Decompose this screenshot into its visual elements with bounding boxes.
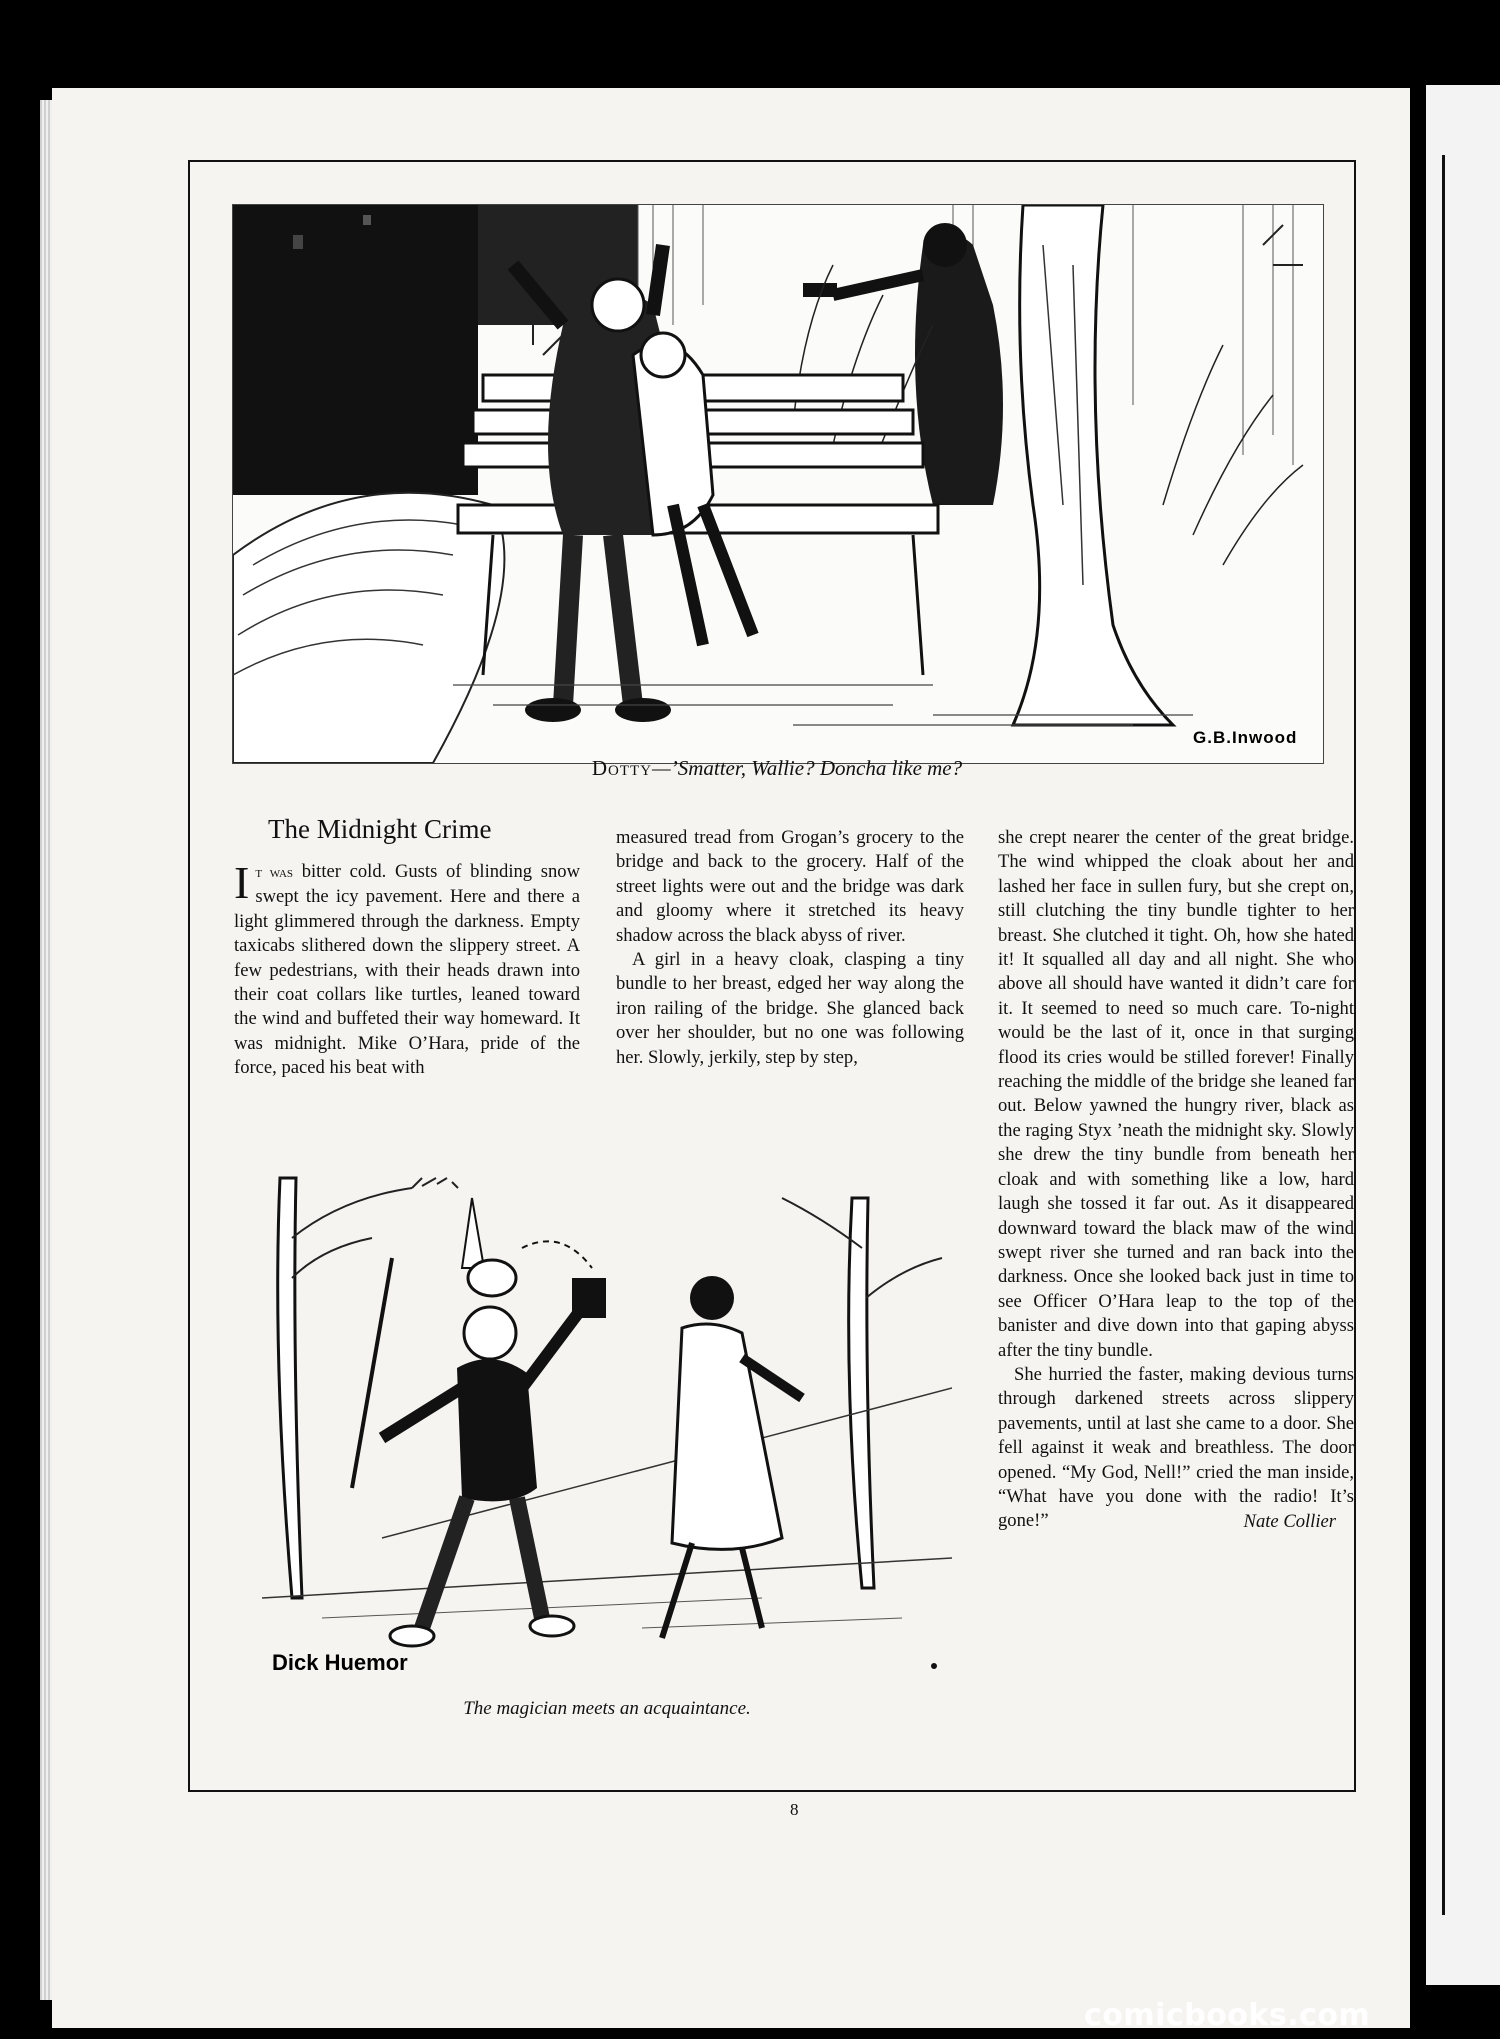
facing-page-edge (1426, 85, 1500, 1985)
story-author: Nate Collier (1243, 1510, 1336, 1532)
story-paragraph: She hurried the faster, making devious turns through darkened streets across slippery pavements, until at last she came to a door. She fell against it weak and breathless. The door opened. “My God, Nell!” cried the man inside, “What have you done with the radio! It’s gone!” (998, 1363, 1354, 1532)
story-column-2 (616, 826, 964, 1070)
caption-speaker: Dotty (591, 756, 653, 780)
story-paragraph: A girl in a heavy cloak, clasping a tiny bundle to her breast, edged her way along the iron railing of the bridge. She glanced back over her shoulder, but no one was following her. Slowly, jerkily, step by step, (616, 949, 964, 1068)
story-title: The Midnight Crime (268, 814, 492, 844)
story-text-1: bitter cold. Gusts of blinding snow swept the icy pavement. Here and there a light glimmered through the darkness. Empty taxicabs slithered down the slippery street. A few pedestrians, with their heads drawn into their coat collars like turtles, leaned toward the wind and buffeted their way homeward. It was midnight. Mike O’Hara, pride of the force, paced his beat with (234, 861, 581, 1079)
story-paragraph: measured tread from Grogan’s grocery to the bridge and back to the grocery. Half of the street lights were out and the bridge was dark and gloomy where it stretched its heavy shadow across the black abyss of river. (616, 827, 964, 946)
story-column-3 (998, 826, 1354, 1534)
lead-in: t was (255, 865, 294, 881)
story-paragraph: she crept nearer the center of the great bridge. The wind whipped the cloak about her and lashed her face in sullen fury, but she crept on, still clutching the tiny bundle tighter to her breast. She clutched it tight. Oh, how she hated it! It squalled all day and all night. She who above all should have wanted it didn’t care for it. It seemed to need so much care. To-night would be the last of it, once in that surging flood its cries would be stilled forever! Finally reaching the middle of the bridge she leaned far out. Below yawned the hungry river, black as the raging Styx ’neath the midnight sky. Slowly she drew the tiny bundle from beneath her cloak and with something like a low, hard laugh she tossed it far out. As it disappeared downward toward the black maw of the wind swept river she turned and ran back into the darkness. Once she looked back just in time to see Officer O’Hara leap to the top of the banister and dive down into that gaping abyss after the tiny bundle. (998, 827, 1354, 1361)
illustration-magician (262, 1158, 952, 1688)
drop-cap: I (234, 857, 250, 908)
artist-signature-top: G.B.Inwood (1193, 728, 1298, 747)
caption-top (232, 756, 1322, 781)
story-column-1 (234, 857, 581, 1081)
illustration-bench-holdup (232, 204, 1324, 764)
artist-signature-bottom: Dick Huemor (272, 1650, 408, 1675)
page-number: 8 (790, 1800, 799, 1819)
caption-quote: —’Smatter, Wallie? Doncha like me? (652, 756, 963, 780)
site-watermark: comicbooks.com (1084, 1998, 1371, 2033)
caption-bottom: The magician meets an acquaintance. (463, 1698, 751, 1719)
